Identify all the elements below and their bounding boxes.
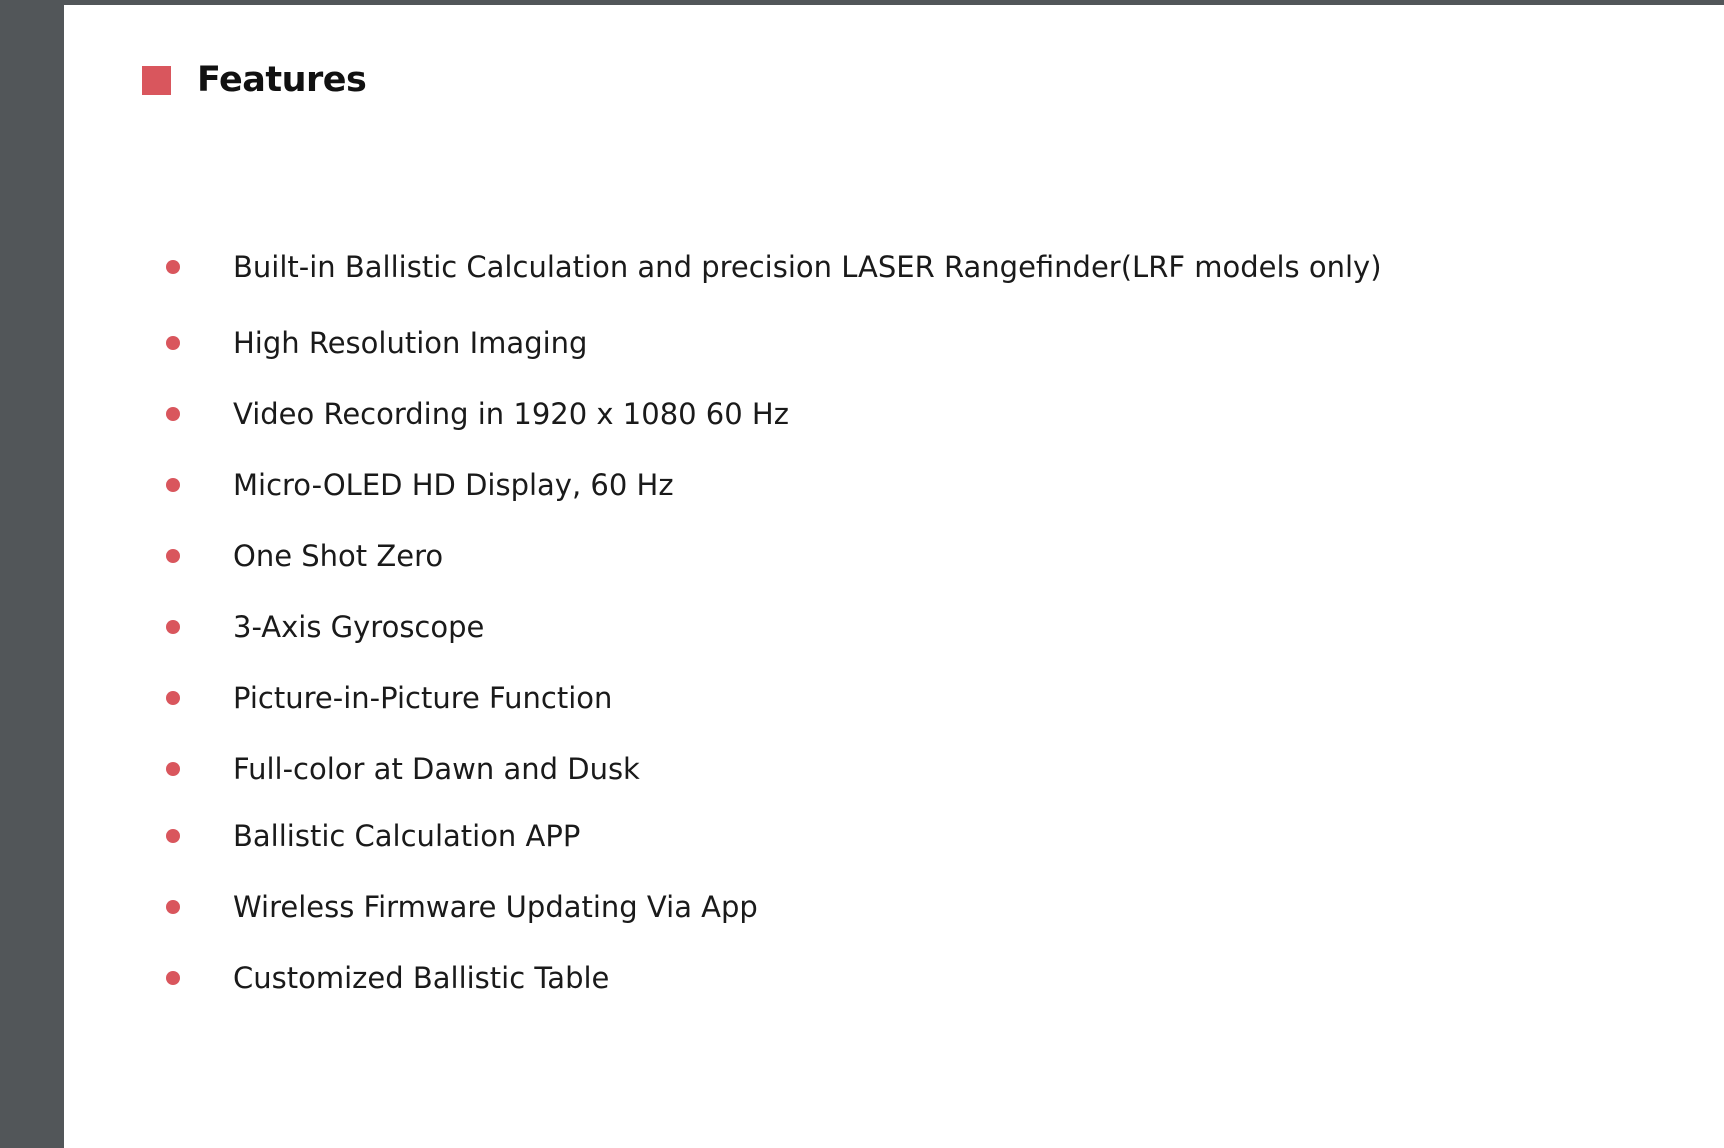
bullet-dot-icon — [166, 407, 180, 421]
bullet-dot-icon — [166, 829, 180, 843]
bullet-dot-icon — [166, 900, 180, 914]
feature-item — [64, 394, 1564, 434]
section-heading — [142, 53, 366, 107]
feature-item — [64, 465, 1564, 505]
feature-text: Full-color at Dawn and Dusk — [233, 752, 640, 786]
bullet-dot-icon — [166, 971, 180, 985]
feature-text: Micro-OLED HD Display, 60 Hz — [233, 468, 674, 502]
feature-item — [64, 749, 1564, 789]
feature-item — [64, 607, 1564, 647]
feature-item — [64, 536, 1564, 576]
bullet-dot-icon — [166, 620, 180, 634]
feature-item — [64, 323, 1564, 363]
feature-text: 3-Axis Gyroscope — [233, 610, 485, 644]
feature-item — [64, 816, 1564, 856]
bullet-dot-icon — [166, 691, 180, 705]
feature-text: Ballistic Calculation APP — [233, 819, 581, 853]
heading-square-marker — [142, 66, 171, 95]
feature-item — [64, 678, 1564, 718]
feature-text: Picture-in-Picture Function — [233, 681, 613, 715]
bullet-dot-icon — [166, 549, 180, 563]
document-page — [64, 5, 1724, 1148]
bullet-dot-icon — [166, 478, 180, 492]
feature-text: Wireless Firmware Updating Via App — [233, 890, 758, 924]
feature-item — [64, 887, 1564, 927]
bullet-dot-icon — [166, 336, 180, 350]
feature-text: Customized Ballistic Table — [233, 961, 610, 995]
bullet-dot-icon — [166, 260, 180, 274]
feature-text: High Resolution Imaging — [233, 326, 588, 360]
feature-text: One Shot Zero — [233, 539, 444, 573]
section-title: Features — [197, 60, 367, 100]
feature-item — [64, 958, 1564, 998]
feature-item — [64, 247, 1564, 287]
bullet-dot-icon — [166, 762, 180, 776]
feature-text: Video Recording in 1920 x 1080 60 Hz — [233, 397, 789, 431]
feature-text: Built-in Ballistic Calculation and precision LASER Rangefinder(LRF models only) — [233, 250, 1382, 284]
